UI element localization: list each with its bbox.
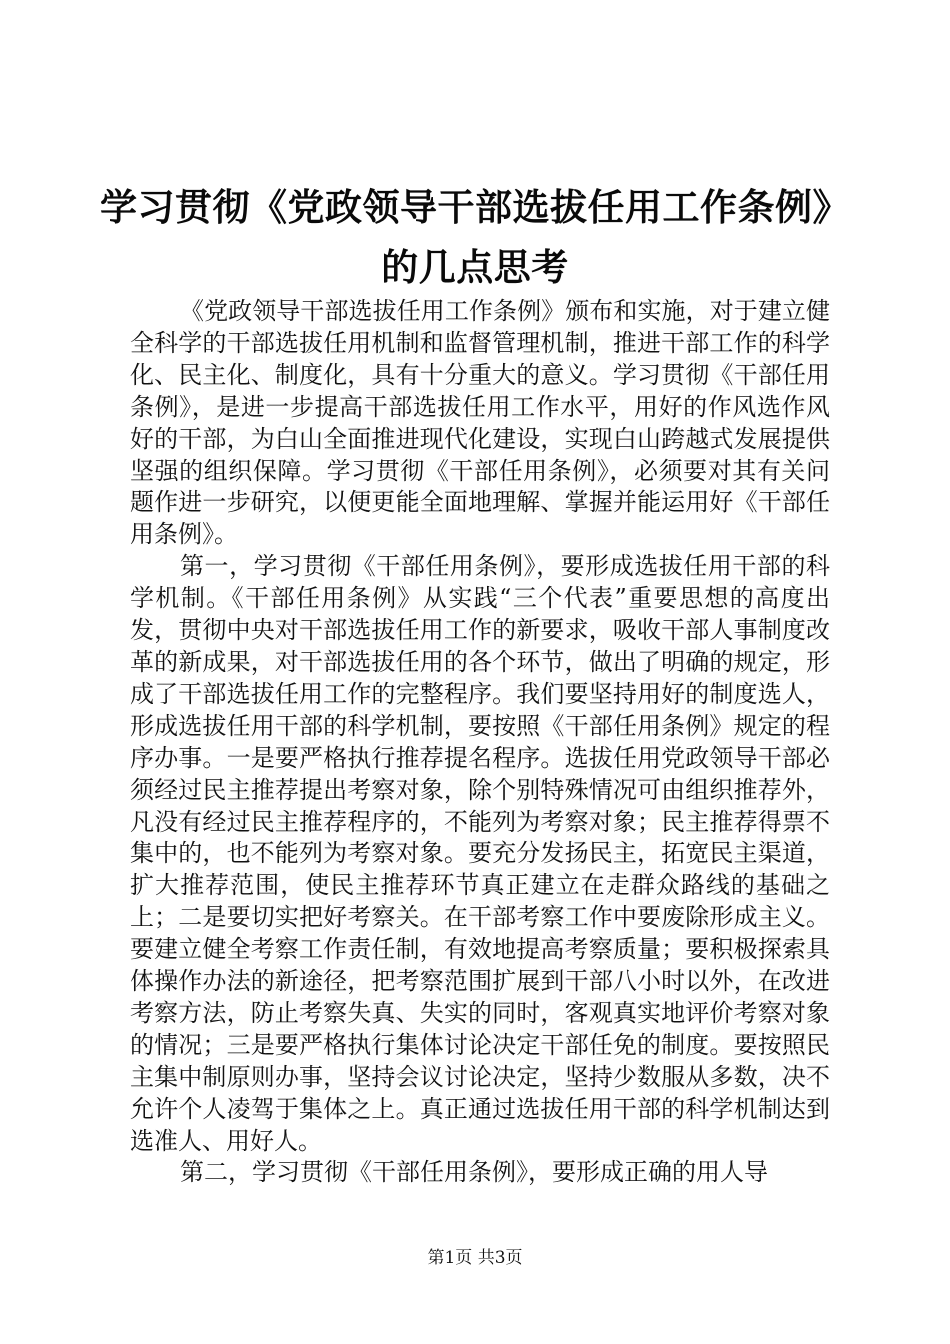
document-title-line-1: 学习贯彻《党政领导干部选拔任用工作条例》	[100, 186, 850, 229]
document-body	[130, 296, 830, 1189]
page-footer: 第1页 共3页	[427, 1248, 523, 1268]
body-paragraph: 《党政领导干部选拔任用工作条例》颁布和实施，对于建立健全科学的干部选拔任用机制和监督管理机制，推进干部工作的科学化、民主化、制度化，具有十分重大的意义。学习贯彻《干部任用条例》，是进一步提高干部选拔任用工作水平，用好的作风选作风好的干部，为白山全面推进现代化建设，实现白山跨越式发展提供坚强的组织保障。学习贯彻《干部任用条例》，必须要对其有关问题作进一步研究，以便更能全面地理解、掌握并能运用好《干部任用条例》。	[130, 297, 830, 549]
document-title-line-2: 的几点思考	[381, 246, 569, 289]
body-paragraph: 第二，学习贯彻《干部任用条例》，要形成正确的用人导	[180, 1158, 768, 1187]
body-paragraph: 第一，学习贯彻《干部任用条例》，要形成选拔任用干部的科学机制。《干部任用条例》从实践“三个代表”重要思想的高度出发，贯彻中央对干部选拔任用工作的新要求，吸收干部人事制度改革的新成果，对干部选拔任用的各个环节，做出了明确的规定，形成了干部选拔任用工作的完整程序。我们要坚持用好的制度选人，形成选拔任用干部的科学机制，要按照《干部任用条例》规定的程序办事。一是要严格执行推荐提名程序。选拔任用党政领导干部必须经过民主推荐提出考察对象，除个别特殊情况可由组织推荐外，凡没有经过民主推荐程序的，不能列为考察对象；民主推荐得票不集中的，也不能列为考察对象。要充分发扬民主，拓宽民主渠道，扩大推荐范围，使民主推荐环节真正建立在走群众路线的基础之上；二是要切实把好考察关。在干部考察工作中要废除形成主义。要建立健全考察工作责任制，有效地提高考察质量；要积极探索具体操作办法的新途径，把考察范围扩展到干部八小时以外，在改进考察方法，防止考察失真、失实的同时，客观真实地评价考察对象的情况；三是要严格执行集体讨论决定干部任免的制度。要按照民主集中制原则办事，坚持会议讨论决定，坚持少数服从多数，决不允许个人凌驾于集体之上。真正通过选拔任用干部的科学机制达到选准人、用好人。	[130, 552, 830, 1155]
